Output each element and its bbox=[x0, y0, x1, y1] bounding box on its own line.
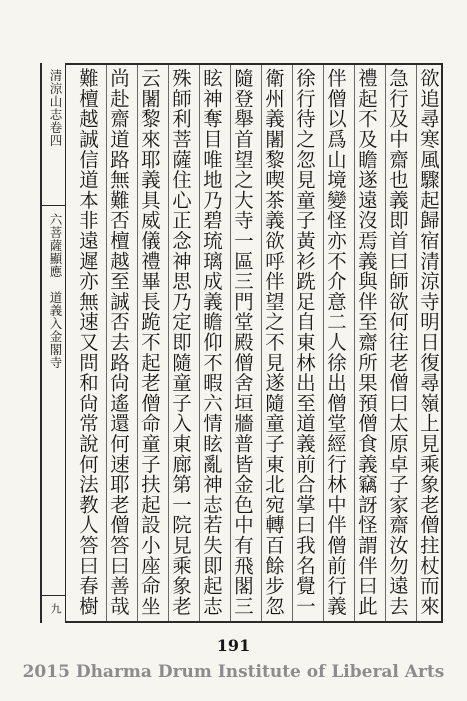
text-column-10: 云闍黎來耶義具威儀禮畢長跪不起老僧命童子扶起設小座命坐 bbox=[137, 65, 162, 621]
book-title: 清涼山志卷四 bbox=[48, 69, 63, 147]
text-column-2: 急行及中齋也義即首曰師欲何往老僧曰太原卓子家齋汝勿遠去 bbox=[385, 65, 410, 621]
margin-divider bbox=[42, 205, 65, 206]
text-column-5: 徐行待之忽見童子黃衫跣足自東林出至道義前合掌曰我名覺一 bbox=[292, 65, 317, 621]
section-title: 六菩薩顯應 道義入金閣寺 bbox=[48, 213, 63, 369]
text-column-7: 隨登舉首望之大寺一區三門堂殿僧舍垣牆普皆金色中有飛閣三 bbox=[230, 65, 255, 621]
text-column-6: 衛州義闍黎喫茶義欲呼伴望之不見遂隨童子東北宛轉百餘步忽 bbox=[261, 65, 286, 621]
text-column-12: 難檀越誠信道本非遠遲亦無速又問和尙常說何法教人答曰春樹 bbox=[76, 68, 99, 617]
margin-divider bbox=[42, 595, 65, 596]
margin-header-strip bbox=[40, 63, 66, 623]
text-column-9: 殊師利菩薩住心正念神思乃定即隨童子入東廊第一院見乘象老 bbox=[168, 65, 193, 621]
page-number: 191 bbox=[216, 636, 251, 655]
text-column-1: 欲追尋寒風驟起歸宿清涼寺明日復尋嶺上見乘象老僧拄杖而來 bbox=[416, 65, 441, 621]
text-column-3: 禮起不及瞻遂遠沒焉義與伴至齋所果預僧食義竊訝怪謂伴曰此 bbox=[354, 65, 379, 621]
text-column-4: 伴僧以爲山境變怪亦不介意二人徐出僧堂經行林中伴僧前行義 bbox=[323, 65, 348, 621]
footer-watermark: 2015 Dharma Drum Institute of Liberal Arts bbox=[22, 662, 445, 682]
leaf-number: 九 bbox=[49, 603, 62, 615]
text-column-8: 眩神奪目唯地乃碧琉璃成義瞻仰不暇六情眩亂神志若失即起志 bbox=[199, 65, 224, 621]
text-frame bbox=[66, 63, 443, 623]
text-column-11: 尚赴齋道路無難否檀越至誠否去路尙遙還何速耶老僧答曰善哉 bbox=[106, 65, 131, 621]
